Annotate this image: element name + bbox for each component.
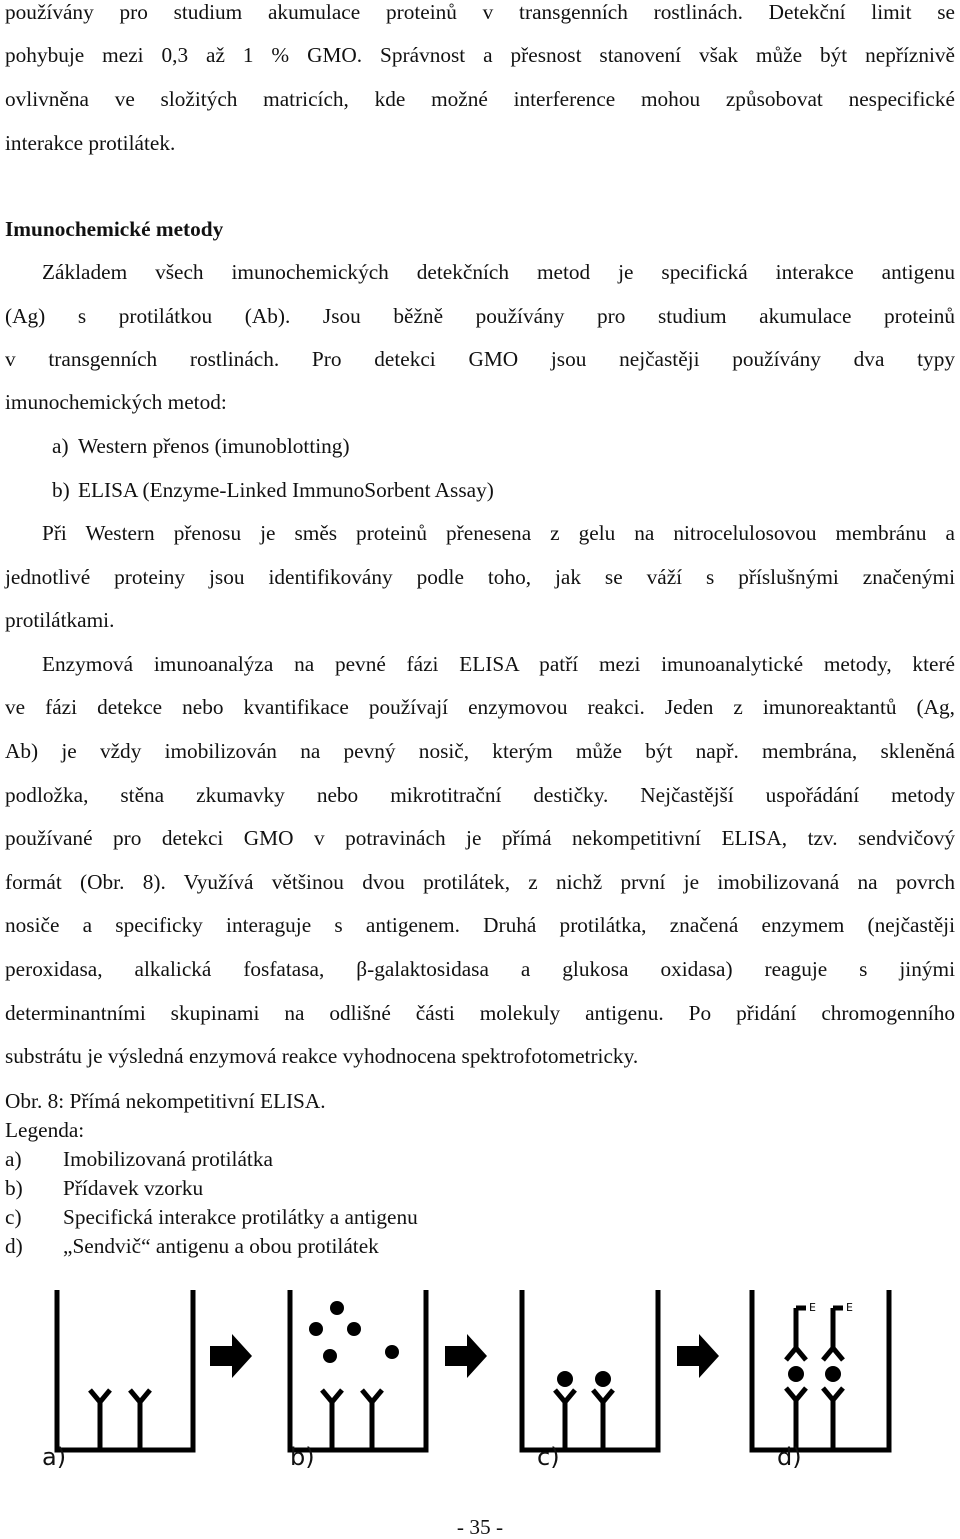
text-line: používány pro studium akumulace proteinů v transgenních rostlinách. Detekční limit se	[5, 0, 955, 24]
text-line: Při Western přenosu je směs proteinů přenesena z gelu na nitrocelulosovou membránu a	[42, 521, 955, 545]
antigen-dot	[330, 1301, 344, 1315]
antibody-y-icon	[90, 1390, 110, 1450]
list-marker: a)	[52, 434, 69, 458]
legend-marker: b)	[5, 1176, 23, 1200]
text-line: jednotlivé proteiny jsou identifikovány podle toho, jak se váží s příslušnými značenými	[5, 565, 955, 589]
arrow-right-icon	[445, 1334, 487, 1378]
well-c	[522, 1290, 658, 1450]
text-line: formát (Obr. 8). Využívá většinou dvou protilátek, z nichž první je imobilizovaná na povrch	[5, 870, 955, 894]
well-outline	[290, 1290, 426, 1450]
well-b	[290, 1290, 426, 1450]
text-line: interakce protilátek.	[5, 131, 176, 155]
text-line: používané pro detekci GMO v potravinách je přímá nekompetitivní ELISA, tzv. sendvičový	[5, 826, 955, 850]
text-line: podložka, stěna zkumavky nebo mikrotitrační destičky. Nejčastější uspořádání metody	[5, 783, 955, 807]
antigen-dot	[825, 1366, 841, 1382]
text-line: imunochemických metod:	[5, 390, 227, 414]
section-heading: Imunochemické metody	[5, 217, 224, 241]
antibody-y-icon	[823, 1388, 843, 1450]
antigen-dot	[323, 1349, 337, 1363]
well-outline	[752, 1290, 889, 1450]
arrow-right-icon	[210, 1334, 252, 1378]
panel-label: a)	[42, 1443, 67, 1471]
labeled-antibody-icon	[823, 1308, 843, 1360]
legend-item: Specifická interakce protilátky a antigenu	[63, 1205, 418, 1229]
antigen-dot	[385, 1345, 399, 1359]
panel-label: d)	[777, 1443, 802, 1471]
antibody-y-icon	[322, 1390, 342, 1450]
elisa-diagram	[0, 1280, 960, 1480]
text-line: pohybuje mezi 0,3 až 1 % GMO. Správnost a přesnost stanovení však může být nepříznivě	[5, 43, 955, 67]
enzyme-label: E	[809, 1301, 816, 1314]
legend-item: Imobilizovaná protilátka	[63, 1147, 273, 1171]
antigen-dot	[309, 1322, 323, 1336]
text-line: (Ag) s protilátkou (Ab). Jsou běžně používány pro studium akumulace proteinů	[5, 304, 955, 328]
panel-label: b)	[290, 1443, 315, 1471]
antibody-y-icon	[130, 1390, 150, 1450]
list-marker: b)	[52, 478, 70, 502]
well-d	[752, 1290, 889, 1450]
antigen-dot	[557, 1371, 573, 1387]
panel-label: c)	[537, 1443, 560, 1471]
antibody-y-icon	[362, 1390, 382, 1450]
enzyme-label: E	[846, 1301, 853, 1314]
legend-marker: d)	[5, 1234, 23, 1258]
well-outline	[57, 1290, 193, 1450]
list-item: Western přenos (imunoblotting)	[78, 434, 350, 458]
antigen-dot	[788, 1366, 804, 1382]
legend-item: „Sendvič“ antigenu a obou protilátek	[63, 1234, 379, 1258]
text-line: ovlivněna ve složitých matricích, kde možné interference mohou způsobovat nespecifické	[5, 87, 955, 111]
legend-marker: a)	[5, 1147, 22, 1171]
figure-caption: Obr. 8: Přímá nekompetitivní ELISA.	[5, 1089, 326, 1113]
list-item: ELISA (Enzyme-Linked ImmunoSorbent Assay)	[78, 478, 494, 502]
text-line: v transgenních rostlinách. Pro detekci GMO jsou nejčastěji používány dva typy	[5, 347, 955, 371]
text-line: ve fázi detekce nebo kvantifikace používají enzymovou reakci. Jeden z imunoreaktantů (Ag,	[5, 695, 955, 719]
page-number: - 35 -	[456, 1515, 504, 1539]
antibody-y-icon	[786, 1388, 806, 1450]
text-line: protilátkami.	[5, 608, 115, 632]
text-line: Ab) je vždy imobilizován na pevný nosič, kterým může být např. membrána, skleněná	[5, 739, 955, 763]
text-line: Základem všech imunochemických detekčních metod je specifická interakce antigenu	[42, 260, 955, 284]
text-line: substrátu je výsledná enzymová reakce vyhodnocena spektrofotometricky.	[5, 1044, 639, 1068]
antigen-dot	[595, 1371, 611, 1387]
legend-title: Legenda:	[5, 1118, 85, 1142]
well-outline	[522, 1290, 658, 1450]
antibody-y-icon	[593, 1390, 613, 1450]
text-line: peroxidasa, alkalická fosfatasa, β-galaktosidasa a glukosa oxidasa) reaguje s jinými	[5, 957, 955, 981]
antibody-y-icon	[555, 1390, 575, 1450]
text-line: nosiče a specificky interaguje s antigenem. Druhá protilátka, značená enzymem (nejčastěji	[5, 913, 955, 937]
text-line: determinantními skupinami na odlišné části molekuly antigenu. Po přidání chromogenního	[5, 1001, 955, 1025]
arrow-right-icon	[677, 1334, 719, 1378]
antigen-dot	[347, 1322, 361, 1336]
legend-item: Přídavek vzorku	[63, 1176, 204, 1200]
labeled-antibody-icon	[786, 1308, 806, 1360]
text-line: Enzymová imunoanalýza na pevné fázi ELISA patří mezi imunoanalytické metody, které	[42, 652, 955, 676]
legend-marker: c)	[5, 1205, 22, 1229]
well-a	[57, 1290, 193, 1450]
